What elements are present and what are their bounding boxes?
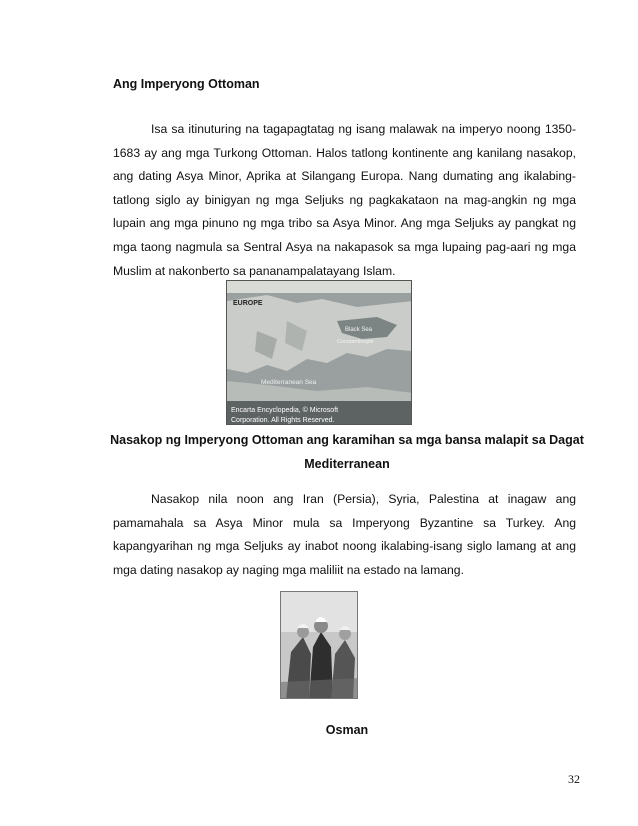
osman-illustration <box>280 591 358 699</box>
map-credit-line1: Encarta Encyclopedia, © Microsoft <box>231 407 339 414</box>
map-label-europe: EUROPE <box>233 300 263 307</box>
section-title: Ang Imperyong Ottoman <box>113 77 260 91</box>
ottoman-map-image <box>226 280 412 425</box>
map-caption: Nasakop ng Imperyong Ottoman ang karamihan sa mga bansa malapit sa Dagat Mediterranean <box>110 433 584 471</box>
paragraph-intro: Isa sa itinuturing na tagapagtatag ng isang malawak na imperyo noong 1350-1683 ay ang mga Turkong Ottoman. Halos tatlong kontinente ang kanilang nasakop, ang dating Asya Minor, Aprika at Silangang Europa. Nang dumating ang ikalabing-tatlong siglo ay binigyan ng mga Seljuks ng pagkakataon na mag-angkin ng mga lupain ang mga pinuno ng mga tribo sa Asya Minor. Ang mga Seljuks ay pangkat ng mga taong nagmula sa Sentral Asya na nakapasok sa mga lupaing pag-aari ng mga Muslim at nakonberto sa pananampalatayang Islam. <box>113 122 576 278</box>
map-credit-line2: Corporation. All Rights Reserved. <box>231 417 335 424</box>
paragraph-conquests: Nasakop nila noon ang Iran (Persia), Syria, Palestina at inagaw ang pamamahala sa Asya Minor mula sa Imperyong Byzantine sa Turkey. Ang kapangyarihan ng mga Seljuks ay inabot noong ikalabing-isang siglo lamang at ang mga dating nasakop ay naging mga maliliit na estado na lamang. <box>113 492 576 577</box>
map-label-mediterranean: Mediterranean Sea <box>261 379 317 386</box>
page-number: 32 <box>568 772 580 786</box>
map-label-black-sea: Black Sea <box>345 327 373 333</box>
map-label-constantinople: Constantinople <box>337 339 374 345</box>
map-illustration <box>227 281 412 425</box>
osman-caption: Osman <box>325 723 369 737</box>
osman-engraving <box>281 592 358 699</box>
